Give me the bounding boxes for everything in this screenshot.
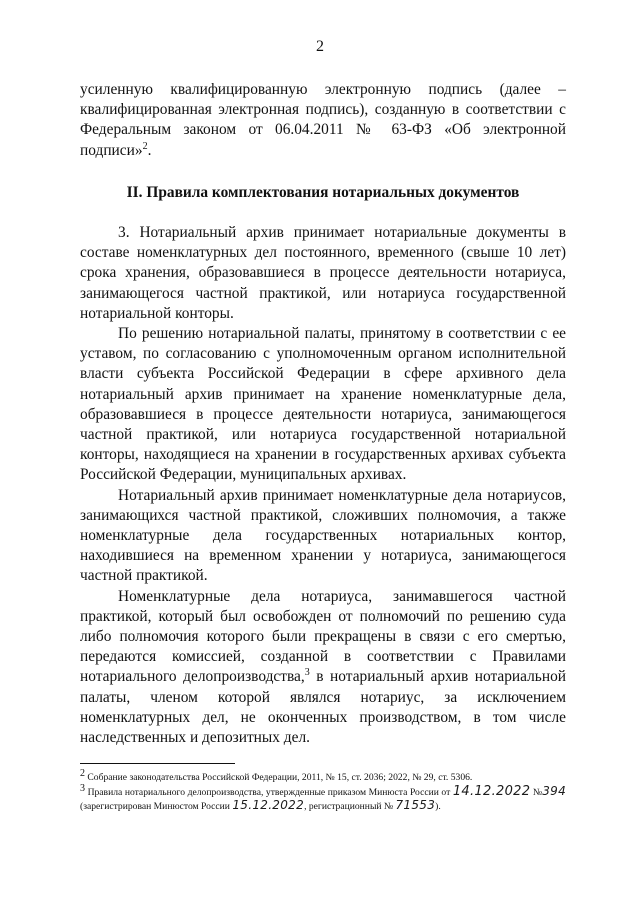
footnote-ref-2: 2 (142, 140, 148, 152)
footnote-3-text-e: ). (435, 801, 441, 812)
handwritten-registration-date: 15.12.2022 (232, 798, 305, 812)
paragraph-text-a: Номенклатурные дела нотариуса, занимавшегося частной практикой, который был освобожден от полномочий по решению суда либо полномочия которого были прекращены в связи с его смертью, передаются комиссией, созданной в соответствии с Правилами нотариального делопроизводства, (80, 587, 566, 686)
footnotes (80, 767, 567, 814)
handwritten-registration-number: 71553 (395, 798, 436, 812)
footnote-2-text: Собрание законодательства Российской Федерации, 2011, № 15, ст. 2036; 2022, № 29, ст. 5306. (85, 772, 473, 783)
footnote-number-3: 3 (80, 782, 85, 794)
footnote-divider (80, 763, 235, 764)
footnote-ref-3: 3 (304, 667, 310, 679)
footnote-2 (80, 767, 566, 785)
paragraph-text-b: в нотариальный архив нотариальной палаты, членом которой являлся нотариус, за исключением номенклатурных дел, не оконченных производством, в том числе наследственных и депозитных дел. (80, 668, 566, 747)
handwritten-order-number: 394 (542, 783, 567, 798)
footnote-3-text-a: Правила нотариального делопроизводства, утвержденные приказом Минюста России от (85, 786, 453, 798)
paragraph-chamber-decision: По решению нотариальной палаты, принятому в соответствии с ее уставом, по согласованию с уполномоченным органом исполнительной власти субъекта Российской Федерации в сфере архивного дела нотариальный архив принимает на хранение номенклатурные дела, образовавшиеся в процессе деятельности нотариуса, занимающегося частной практикой, или нотариуса государственной нотариальной конторы, находящиеся на хранении в государственных архивах субъекта Российской Федерации, муниципальных архивах. (80, 325, 566, 484)
paragraph-archive-accepts: Нотариальный архив принимает номенклатурные дела нотариусов, занимающихся частной практикой, сложивших полномочия, а также номенклатурные дела государственных нотариальных контор, находившиеся на временном хранении у нотариуса, занимающегося частной практикой. (80, 486, 566, 585)
footnote-3-text-d: , регистрационный № (304, 801, 396, 812)
footnote-3-number-sign: № (532, 786, 543, 798)
paragraph-commission-transfer (80, 587, 566, 749)
paragraph-continuation: усиленную квалифицированную электронную подпись (далее – квалифицированная электронная подпись), созданную в соответствии с Федеральным законом от 06.04.2011 № 63-ФЗ «Об электронной подписи»$^2$. (80, 81, 566, 159)
handwritten-order-date: 14.12.2022 (452, 783, 531, 799)
footnote-3-text-c: (зарегистрирован Минюстом России (80, 801, 233, 812)
paragraph-3: 3. Нотариальный архив принимает нотариальные документы в составе номенклатурных дел постоянного, временного (свыше 10 лет) срока хранения, образовавшиеся в процессе деятельности нотариуса, занимающегося частной практикой, или нотариуса государственной нотариальной конторы. (80, 224, 566, 322)
footnote-3 (80, 782, 567, 814)
paragraph-text: усиленную квалифицированную электронную подпись (далее – квалифицированная электронная подпись), созданную в соответствии с Федеральным законом от 06.04.2011 № 63-ФЗ «Об электронной подписи» (80, 81, 566, 159)
section-heading: II. Правила комплектования нотариальных документов (126, 183, 520, 201)
footnote-number-2: 2 (80, 767, 85, 779)
page-number: 2 (316, 38, 324, 55)
document-body (80, 80, 566, 748)
